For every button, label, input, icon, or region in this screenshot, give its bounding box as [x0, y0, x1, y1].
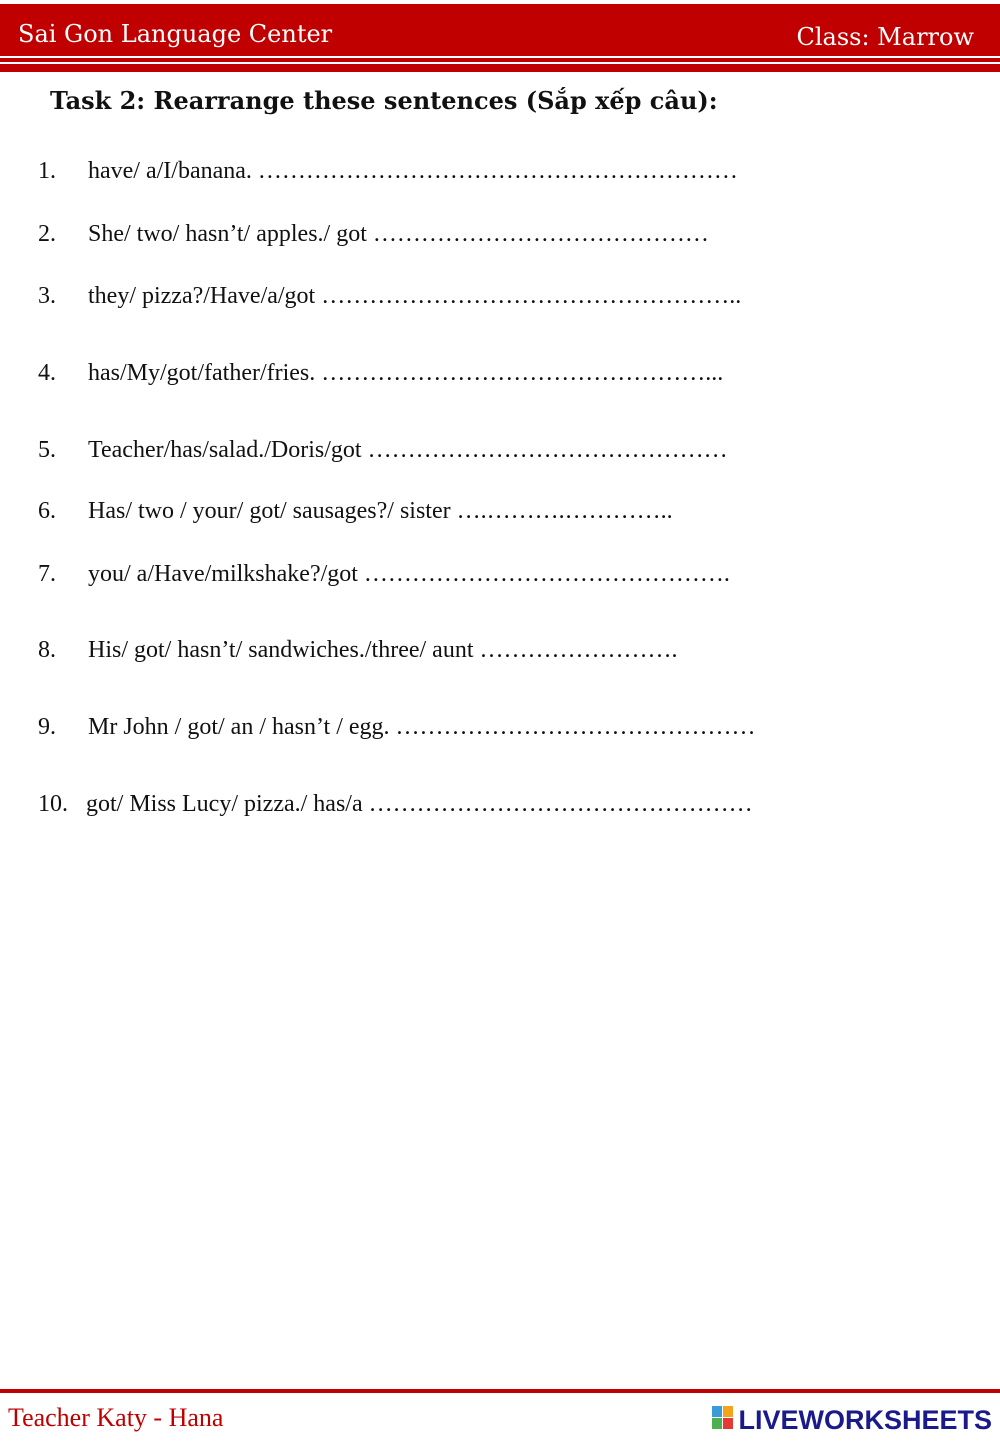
item-text: Has/ two / your/ got/ sausages?/ sister ….……….…………..	[88, 498, 673, 524]
item-number: 10.	[38, 791, 68, 817]
class-label: Class: Marrow	[796, 23, 974, 51]
center-name: Sai Gon Language Center	[18, 20, 333, 48]
list-item	[38, 791, 938, 818]
item-text: Teacher/has/salad./Doris/got ………………………………………	[88, 437, 728, 463]
item-number: 6.	[38, 498, 56, 524]
item-number: 9.	[38, 714, 56, 740]
item-number: 5.	[38, 437, 56, 463]
footer-divider	[0, 1389, 1000, 1393]
item-text: got/ Miss Lucy/ pizza./ has/a …………………………………………	[86, 791, 753, 817]
item-number: 1.	[38, 158, 56, 184]
list-item	[38, 158, 938, 185]
list-item	[38, 561, 938, 588]
item-text: has/My/got/father/fries. …………………………………………...	[88, 360, 724, 386]
header-divider-inner	[0, 62, 1000, 64]
item-text: you/ a/Have/milkshake?/got ……………………………………….	[88, 561, 730, 587]
item-text: Mr John / got/ an / hasn’t / egg. ………………………………………	[88, 714, 756, 740]
list-item	[38, 714, 938, 741]
header-divider	[0, 58, 1000, 72]
item-number: 2.	[38, 221, 56, 247]
brand-text: LIVEWORKSHEETS	[738, 1405, 992, 1435]
list-item	[38, 283, 938, 310]
item-text: She/ two/ hasn’t/ apples./ got ……………………………………	[88, 221, 709, 247]
item-text: have/ a/I/banana. ……………………………………………………	[88, 158, 738, 184]
liveworksheets-icon	[712, 1406, 734, 1437]
list-item	[38, 437, 938, 464]
task-title: Task 2: Rearrange these sentences (Sắp xếp câu):	[50, 86, 718, 115]
teacher-name: Teacher Katy - Hana	[8, 1403, 224, 1432]
item-text: they/ pizza?/Have/a/got ……………………………………………..	[88, 283, 742, 309]
item-text: His/ got/ hasn’t/ sandwiches./three/ aunt …………………….	[88, 637, 678, 663]
list-item	[38, 637, 938, 664]
list-item	[38, 360, 938, 387]
item-number: 7.	[38, 561, 56, 587]
header-bar	[0, 4, 1000, 56]
item-number: 8.	[38, 637, 56, 663]
list-item	[38, 498, 938, 525]
item-number: 4.	[38, 360, 56, 386]
list-item	[38, 221, 938, 248]
liveworksheets-logo	[712, 1405, 992, 1437]
item-number: 3.	[38, 283, 56, 309]
